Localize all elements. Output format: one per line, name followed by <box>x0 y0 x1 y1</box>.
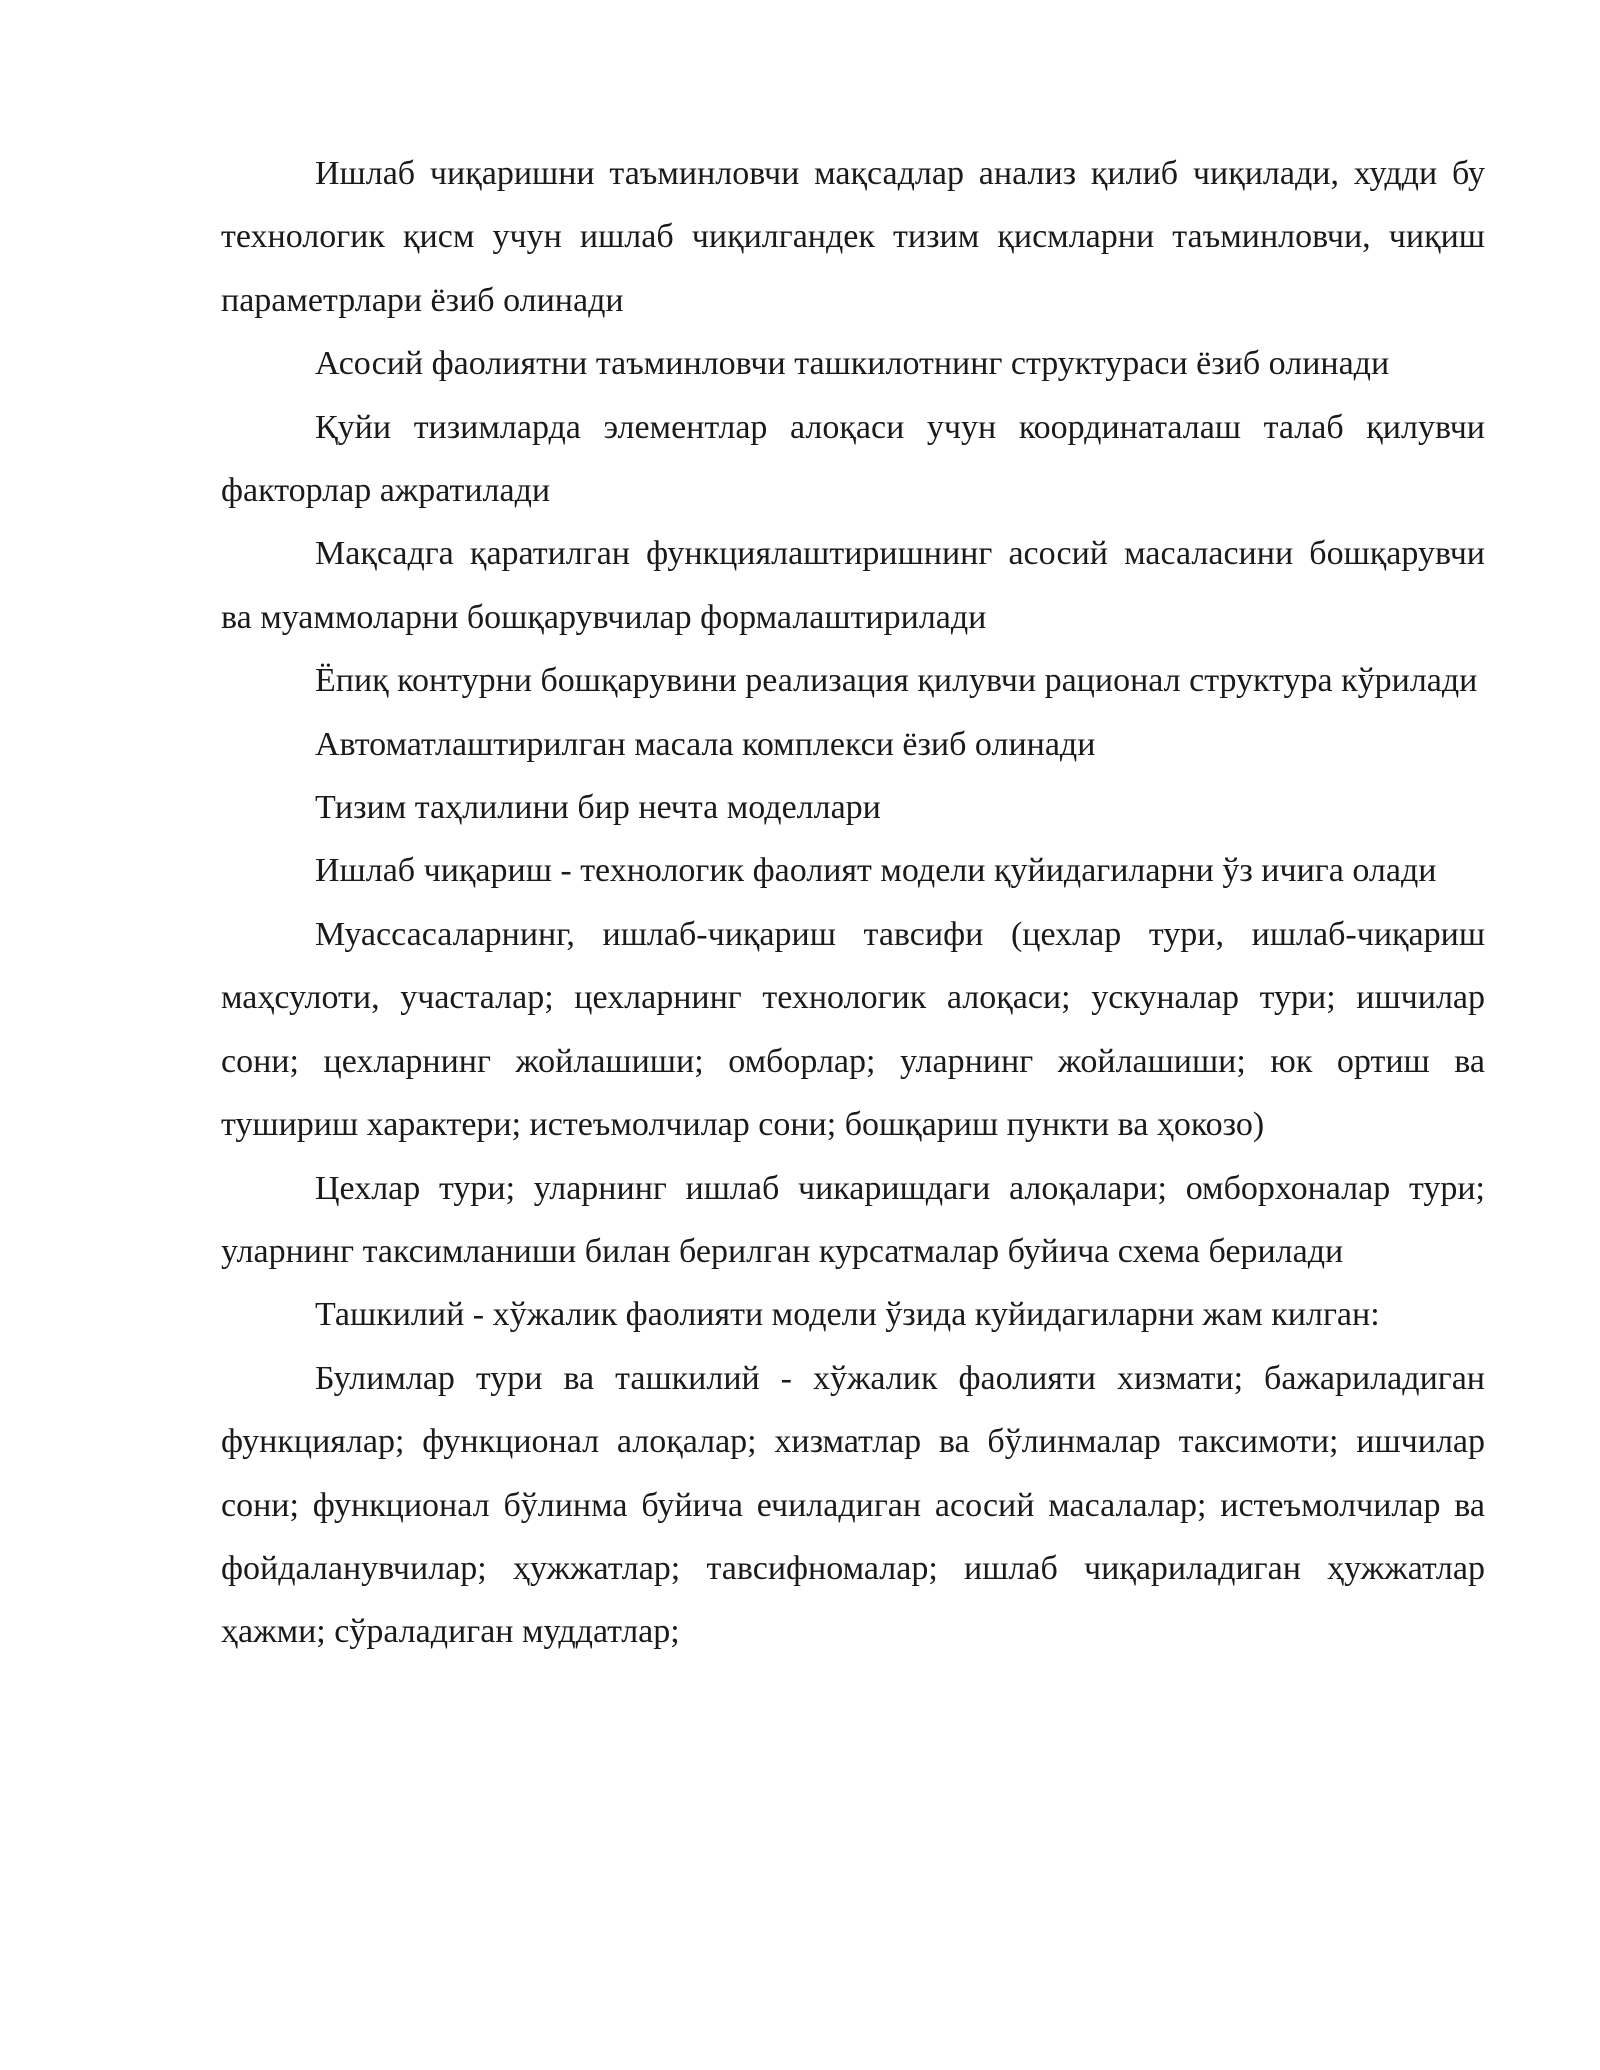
paragraph: Ишлаб чиқариш - технологик фаолият модели қуйидагиларни ўз ичига олади <box>315 852 1437 890</box>
paragraph: Қуйи тизимларда элементлар алоқаси учун координаталаш талаб қилувчи факторлар ажратилади <box>221 408 1485 510</box>
paragraph: Тизим таҳлилини бир нечта моделлари <box>315 789 881 827</box>
paragraph: Ёпиқ контурни бошқарувини реализация қилувчи рационал структура кўрилади <box>315 662 1478 700</box>
paragraph: Ташкилий - хўжалик фаолияти модели ўзида куйидагиларни жам килган: <box>315 1296 1380 1334</box>
paragraph: Булимлар тури ва ташкилий - хўжалик фаолияти хизмати; бажариладиган функциялар; функционал алоқалар; хизматлар ва бўлинмалар таксимоти; ишчилар сони; функционал бўлинма буйича ечиладиган асосий масалалар; истеъмолчилар ва фойдаланувчилар; ҳужжатлар; тавсифномалар; ишлаб чиқариладиган ҳужжатлар ҳажми; сўраладиган муддатлар; <box>221 1359 1485 1651</box>
document-page <box>221 142 1485 1664</box>
paragraph: Ишлаб чиқаришни таъминловчи мақсадлар анализ қилиб чиқилади, худди бу технологик қисм учун ишлаб чиқилгандек тизим қисмларни таъминловчи, чиқиш параметрлари ёзиб олинади <box>221 155 1485 319</box>
paragraph: Цехлар тури; уларнинг ишлаб чикаришдаги алоқалари; омборхоналар тури; уларнинг таксимланиши билан берилган курсатмалар буйича схема берилади <box>221 1169 1485 1270</box>
paragraph: Мақсадга қаратилган функциялаштиришнинг асосий масаласини бошқарувчи ва муаммоларни бошқарувчилар формалаштирилади <box>221 535 1485 636</box>
paragraph: Асосий фаолиятни таъминловчи ташкилотнинг структураси ёзиб олинади <box>315 345 1390 383</box>
paragraph: Автоматлаштирилган масала комплекси ёзиб олинади <box>315 725 1096 763</box>
paragraph: Муассасаларнинг, ишлаб-чиқариш тавсифи (цехлар тури, ишлаб-чиқариш маҳсулоти, участалар; цехларнинг технологик алоқаси; ускуналар тури; ишчилар сони; цехларнинг жойлашиши; омборлар; уларнинг жойлашиши; юк ортиш ва тушириш характери; истеъмолчилар сони; бошқариш пункти ва ҳокозо) <box>221 915 1485 1144</box>
